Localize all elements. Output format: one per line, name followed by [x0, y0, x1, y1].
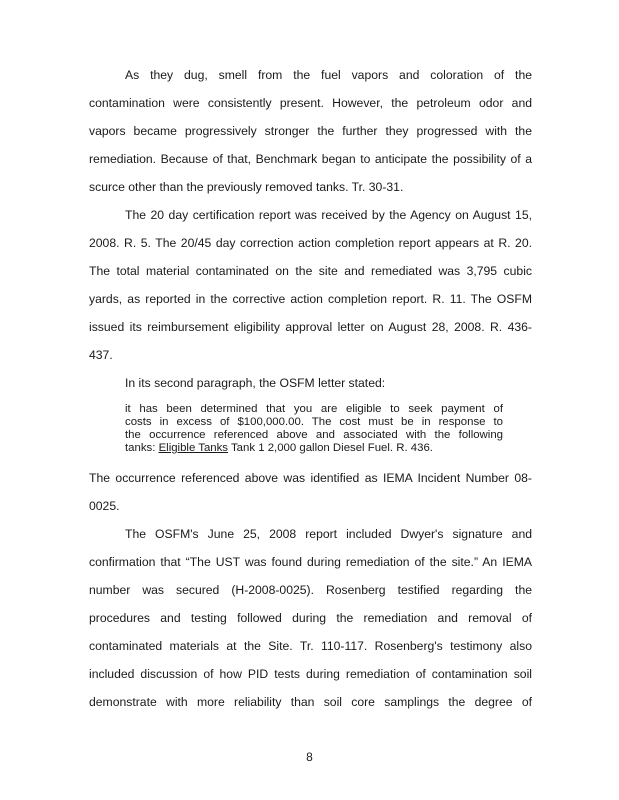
paragraph-1-line-4: remediation. Because of that, Benchmark began to anticipate the possibility of a: [89, 152, 532, 166]
paragraph-1-line-1: As they dug, smell from the fuel vapors and coloration of the: [125, 68, 532, 82]
paragraph-1-line-3: vapors became progressively stronger the further they progressed with the: [89, 124, 532, 138]
quote-line-1: it has been determined that you are eligible to seek payment of: [125, 403, 503, 415]
quote-intro: In its second paragraph, the OSFM letter stated:: [125, 376, 386, 390]
paragraph-2-line-4: yards, as reported in the corrective action completion report. R. 11. The OSFM: [89, 292, 532, 306]
paragraph-5-line-4: procedures and testing followed during the remediation and removal of: [89, 611, 532, 625]
paragraph-5-line-6: included discussion of how PID tests during remediation of contamination soil: [89, 667, 532, 681]
quote-line-4-suffix: Tank 1 2,000 gallon Diesel Fuel. R. 436.: [228, 442, 433, 454]
eligible-tanks-label: Eligible Tanks: [158, 442, 229, 454]
quote-line-4: [125, 442, 503, 455]
quote-line-3: the occurrence referenced above and associated with the following: [125, 429, 503, 441]
page-number: 8: [306, 750, 313, 764]
paragraph-1-line-2: contamination were consistently present. However, the petroleum odor and: [89, 96, 532, 110]
paragraph-5-line-1: The OSFM's June 25, 2008 report included Dwyer's signature and: [125, 527, 532, 541]
paragraph-5-line-7: demonstrate with more reliability than soil core samplings the degree of: [89, 695, 532, 709]
paragraph-2-line-3: The total material contaminated on the site and remediated was 3,795 cubic: [89, 264, 532, 278]
paragraph-5-line-3: number was secured (H-2008-0025). Rosenberg testified regarding the: [89, 583, 532, 597]
quote-line-4-prefix: tanks:: [125, 442, 159, 454]
paragraph-5-line-5: contaminated materials at the Site. Tr. 110-117. Rosenberg's testimony also: [89, 639, 532, 653]
paragraph-4-line-2: 0025.: [89, 499, 120, 513]
quote-line-2: costs in excess of $100,000.00. The cost must be in response to: [125, 416, 503, 428]
paragraph-2-line-2: 2008. R. 5. The 20/45 day correction action completion report appears at R. 20.: [89, 236, 532, 250]
paragraph-4-line-1: The occurrence referenced above was identified as IEMA Incident Number 08-: [89, 471, 532, 485]
paragraph-2-line-5: issued its reimbursement eligibility approval letter on August 28, 2008. R. 436-: [89, 320, 532, 334]
paragraph-2-line-1: The 20 day certification report was received by the Agency on August 15,: [125, 208, 532, 222]
paragraph-2-line-6: 437.: [89, 348, 113, 362]
paragraph-1-line-5: scurce other than the previously removed tanks. Tr. 30-31.: [89, 180, 404, 194]
paragraph-5-line-2: confirmation that “The UST was found during remediation of the site.” An IEMA: [89, 555, 532, 569]
